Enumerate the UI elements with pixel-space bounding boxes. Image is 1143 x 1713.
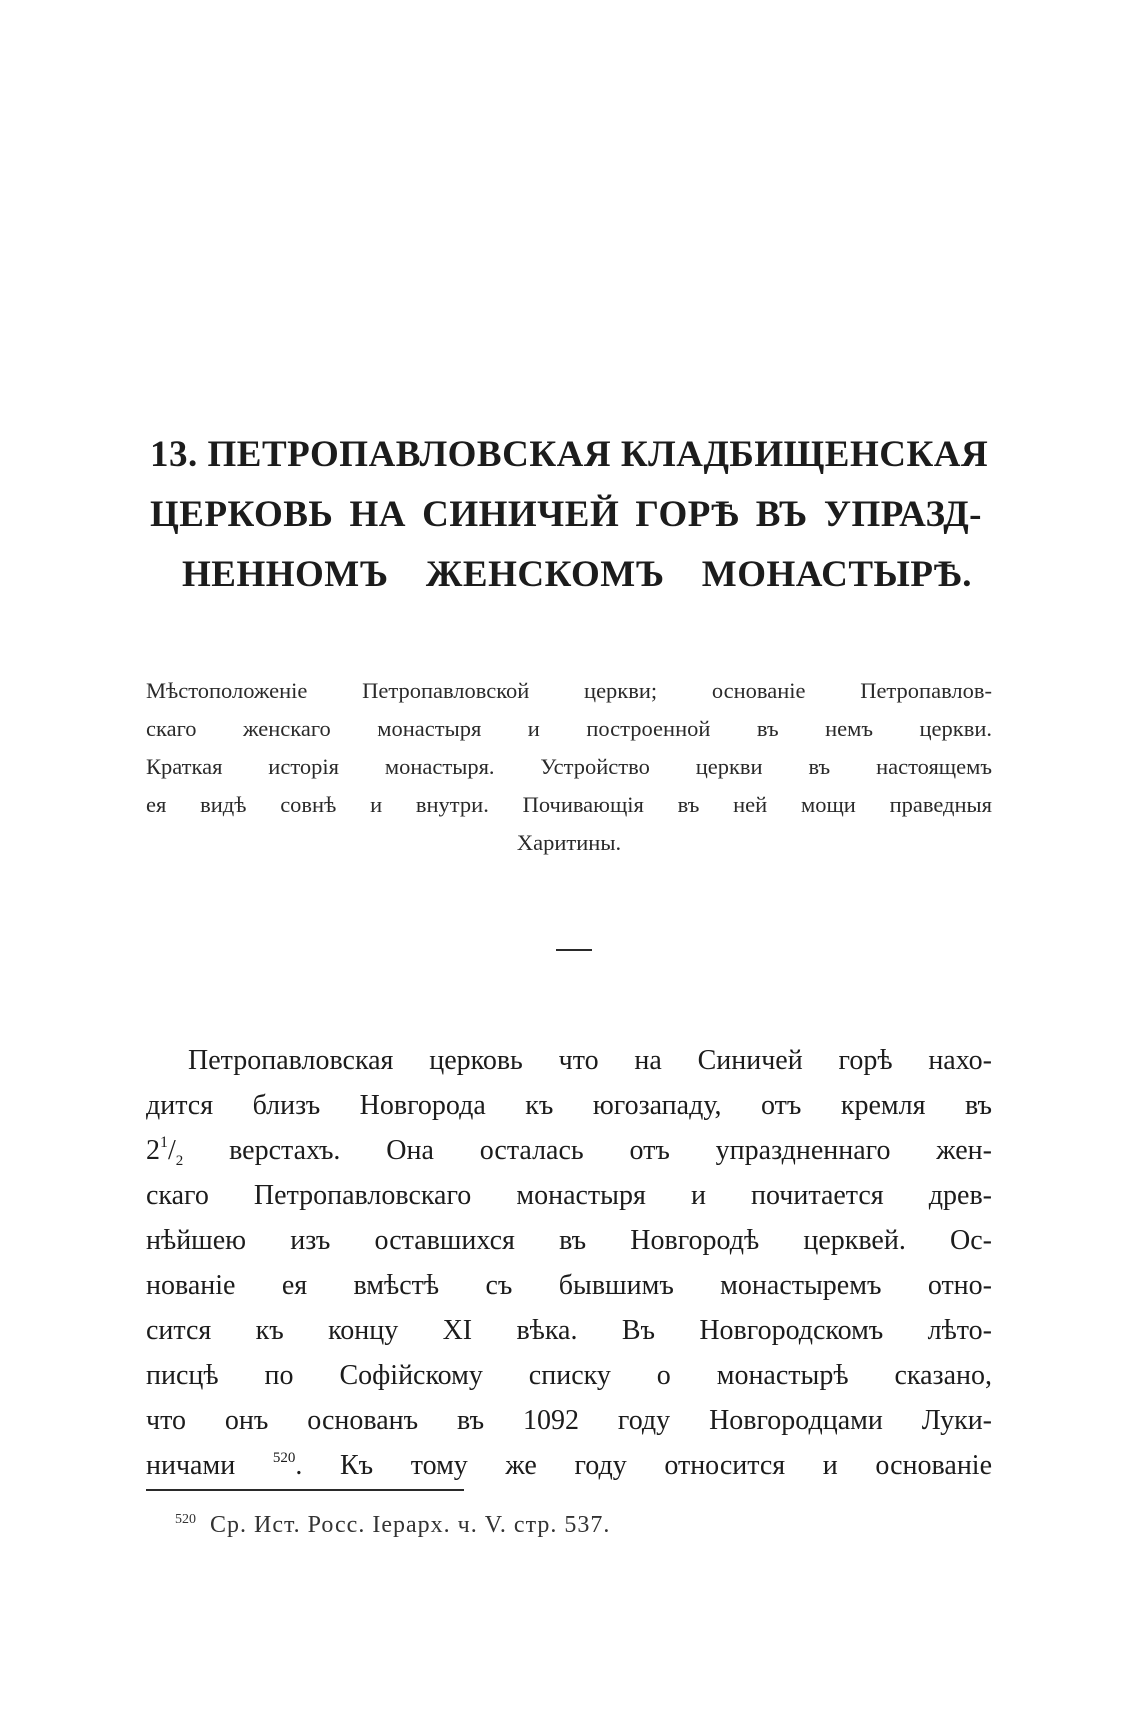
body-line: нованіе ея вмѣстѣ съ бывшимъ монастыремъ отно- [146,1270,992,1301]
body-line [146,1128,992,1173]
body-line: сится къ концу XI вѣка. Въ Новгородскомъ лѣто- [146,1315,992,1346]
footnote-rule [146,1489,464,1491]
summary-line: Мѣстоположеніе Петропавловской церкви; основаніе Петропавлов- [146,678,992,703]
summary-line: ея видѣ совнѣ и внутри. Почивающія въ ней мощи праведныя [146,792,992,817]
chapter-summary [146,672,992,862]
fraction-denominator: 2 [175,1153,184,1169]
chapter-title [150,425,989,605]
body-line: нѣйшею изъ оставшихся въ Новгородѣ церквей. Ос- [146,1225,992,1256]
body-paragraph [146,1038,992,1488]
summary-line: Харитины. [516,830,622,855]
chapter-title-line: НЕННОМЪ ЖЕНСКОМЪ МОНАСТЫРѢ. [182,554,972,595]
body-line-text: верстахъ. Она осталась отъ упраздненнаго жен- [183,1135,992,1166]
footnote-number: 520 [175,1512,196,1527]
footnote-text: Ср. Ист. Росс. Іерарх. ч. V. стр. 537. [210,1512,611,1538]
fraction-whole: 2 [146,1135,160,1166]
footnote [175,1512,875,1539]
chapter-title-line: ЦЕРКОВЬ НА СИНИЧЕЙ ГОРѢ ВЪ УПРАЗД- [150,494,982,535]
footnote-reference: 520 [272,1450,296,1466]
summary-line: скаго женскаго монастыря и построенной въ немъ церкви. [146,716,992,741]
body-line [146,1443,992,1488]
section-divider [556,949,592,951]
body-line-text: . Къ тому же году относится и основаніе [295,1450,993,1481]
body-line: дится близъ Новгорода къ югозападу, отъ кремля въ [146,1090,992,1121]
body-line-text: ничами [146,1450,273,1481]
fraction-separator: / [168,1135,176,1166]
body-line: скаго Петропавловскаго монастыря и почитается древ- [146,1180,992,1211]
body-line: что онъ основанъ въ 1092 году Новгородцами Луки- [146,1405,992,1436]
summary-line: Краткая исторія монастыря. Устройство церкви въ настоящемъ [146,754,992,779]
body-line: писцѣ по Софійскому списку о монастырѣ сказано, [146,1360,992,1391]
body-line: Петропавловская церковь что на Синичей горѣ нахо- [188,1045,992,1076]
chapter-title-line: 13. ПЕТРОПАВЛОВСКАЯ КЛАДБИЩЕНСКАЯ [150,434,989,475]
fraction-numerator: 1 [160,1134,168,1151]
